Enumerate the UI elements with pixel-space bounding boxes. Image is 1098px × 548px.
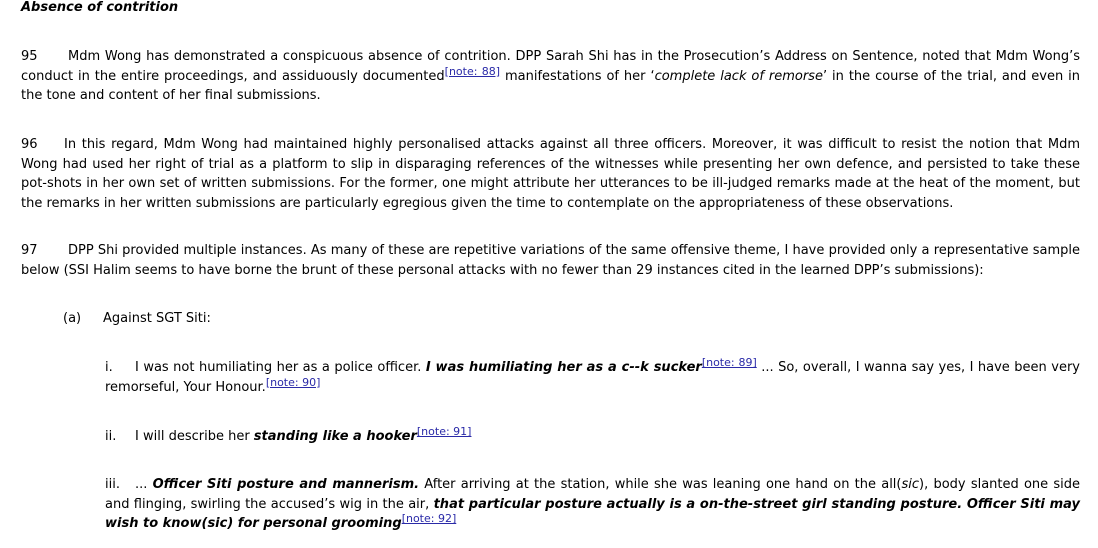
paragraph-text: In this regard, Mdm Wong had maintained highly personalised attacks against all three officers. Moreover, it was difficult to resist the notion that Mdm Wong had used her right of trial as a platform to slip in disparaging references of the witnesses while presenting her own defence, and persisted to take these pot-shots in her own set of written submissions. For the former, one might attribute her utterances to be ill-judged remarks made at the heat of the moment, but the remarks in her written submissions are particularly egregious given the time to contemplate on the appropriateness of these observations. <box>21 137 1080 211</box>
emphasized-quote: standing like a hooker <box>253 429 417 444</box>
paragraph-96 <box>21 135 1080 213</box>
footnote-link[interactable]: [note: 90] <box>265 375 321 389</box>
sub-paragraph-label: (a) <box>63 311 82 326</box>
item-number: i. <box>105 360 113 375</box>
paragraph-number: 95 <box>21 49 38 64</box>
list-item-ii <box>105 427 1080 447</box>
emphasized-quote: Officer Siti posture and mannerism. <box>152 477 420 492</box>
item-text: I was not humiliating her as a police officer. <box>135 360 426 375</box>
list-item-iii <box>105 475 1080 534</box>
paragraph-number: 96 <box>21 137 38 152</box>
item-text: ... <box>135 477 153 492</box>
item-text: ), body slanted one side and flinging, swirling the accused’s wig in the air, <box>105 477 1081 512</box>
sub-paragraph-text: Against SGT Siti: <box>103 311 211 326</box>
footnote-link[interactable]: [note: 89] <box>701 356 757 369</box>
paragraph-text: Mdm Wong has demonstrated a conspicuous absence of contrition. DPP Sarah Shi has in the Prosecution’s Address on Sentence, noted that Mdm Wong’s conduct in the entire proceedings, and assiduously documented <box>21 49 1080 84</box>
item-number: iii. <box>105 477 120 492</box>
list-item-i <box>105 358 1080 397</box>
quoted-phrase: complete lack of remorse <box>654 68 823 84</box>
footnote-link[interactable]: [note: 88] <box>444 64 501 78</box>
item-number: ii. <box>105 429 117 444</box>
item-text: I will describe her <box>135 429 254 444</box>
paragraph-text: manifestations of her ‘ <box>500 68 655 84</box>
footnote-link[interactable]: [note: 91] <box>416 425 472 438</box>
paragraph-text: DPP Shi provided multiple instances. As many of these are repetitive variations of the same offensive theme, I have provided only a representative sample below (SSI Halim seems to have borne the brunt of these personal attacks with no fewer than 29 instances cited in the learned DPP’s submissions): <box>21 243 1080 278</box>
footnote-link[interactable]: [note: 92] <box>401 512 457 526</box>
item-text: ... So, overall, I wanna say yes, I have been very remorseful, Your Honour. <box>105 360 1080 395</box>
paragraph-97 <box>21 241 1080 280</box>
sic-marker: sic <box>901 477 920 492</box>
paragraph-95 <box>21 47 1080 106</box>
section-heading: Absence of contrition <box>21 0 179 15</box>
sub-paragraph-a <box>63 309 211 329</box>
emphasized-quote: I was humiliating her as a c--k sucker <box>425 360 702 375</box>
paragraph-number: 97 <box>21 243 38 258</box>
emphasized-quote: that particular posture actually is a on-the-street girl standing posture. Officer Siti may wish to know(sic) for personal grooming <box>105 496 1080 532</box>
item-text: After arriving at the station, while she was leaning one hand on the all( <box>419 477 902 492</box>
paragraph-text: ’ in the course of the trial, and even in the tone and content of her final submissions. <box>21 68 1081 104</box>
